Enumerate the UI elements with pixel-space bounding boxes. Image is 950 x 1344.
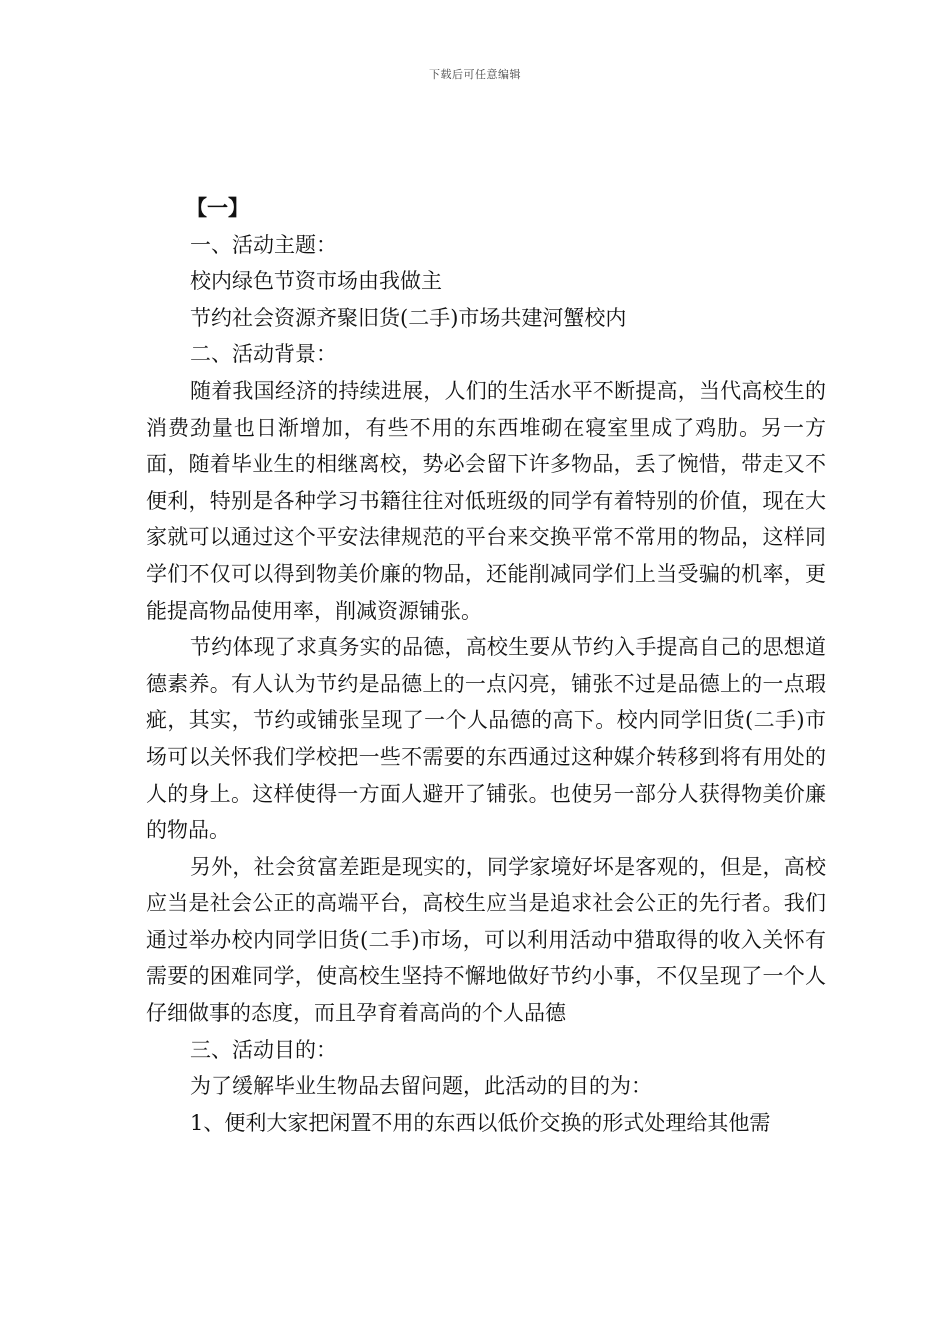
heading-activity-purpose: 三、活动目的： (190, 1037, 337, 1062)
header-note: 下载后可任意编辑 (429, 68, 521, 81)
theme-line-1: 校内绿色节资市场由我做主 (190, 269, 442, 294)
purpose-intro: 为了缓解毕业生物品去留问题，此活动的目的为： (190, 1074, 652, 1099)
heading-activity-background: 二、活动背景： (190, 342, 337, 367)
paragraph-background-1: 随着我国经济的持续进展，人们的生活水平不断提高，当代高校生的消费劲量也日渐增加，有些不用的东西堆砌在寝室里成了鸡肋。另一方面，随着毕业生的相继离校，势必会留下许多物品，丢了惋惜，带走又不便利，特别是各种学习书籍往往对低班级的同学有着特别的价值，现在大家就可以通过这个平安法律规范的平台来交换平常不常用的物品，这样同学们不仅可以得到物美价廉的物品，还能削减同学们上当受骗的机率，更能提高物品使用率，削减资源铺张。 (146, 378, 826, 623)
theme-line-2: 节约社会资源齐聚旧货(二手)市场共建河蟹校内 (190, 305, 627, 330)
paragraph-background-3: 另外，社会贫富差距是现实的，同学家境好坏是客观的，但是，高校应当是社会公正的高端平台，高校生应当是追求社会公正的先行者。我们通过举办校内同学旧货(二手)市场，可以利用活动中猎取得的收入关怀有需要的困难同学，使高校生坚持不懈地做好节约小事，不仅呈现了一个人仔细做事的态度，而且孕育着高尚的个人品德 (146, 854, 826, 1026)
heading-activity-theme: 一、活动主题： (190, 232, 337, 257)
section-mark: 【一】 (186, 196, 249, 220)
purpose-item-1: 1、便利大家把闲置不用的东西以低价交换的形式处理给其他需 (190, 1110, 771, 1135)
paragraph-background-2: 节约体现了求真务实的品德，高校生要从节约入手提高自己的思想道德素养。有人认为节约是品德上的一点闪亮，铺张不过是品德上的一点瑕疵，其实，节约或铺张呈现了一个人品德的高下。校内同学旧货(二手)市场可以关怀我们学校把一些不需要的东西通过这种媒介转移到将有用处的人的身上。这样使得一方面人避开了铺张。也使另一部分人获得物美价廉的物品。 (146, 635, 826, 843)
document-body (146, 190, 826, 1141)
